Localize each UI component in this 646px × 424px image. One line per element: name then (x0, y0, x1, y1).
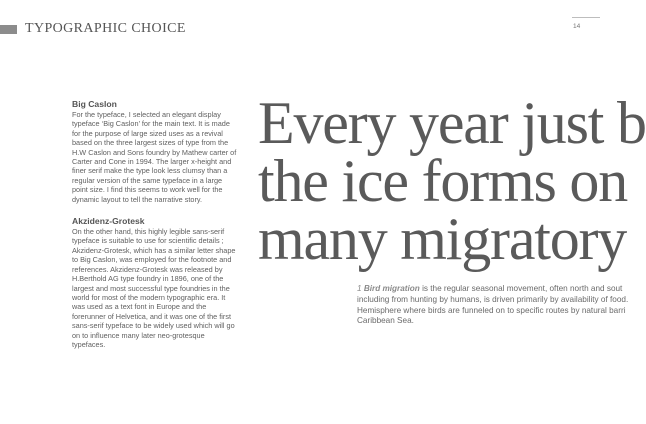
footnote-number: 1 (357, 284, 362, 293)
section-body: For the typeface, I selected an elegant display typeface ‘Big Caslon’ for the main text. It is made for the purpose of large sized uses as a revival based on the three largest sizes of type from the H.W Caslon and Sons foundry by Mathew carter of Carter and Cone in 1994. The larger x-height and finer serif make the type look less clumsy than a regular version of the same typeface in a large point size. I find this seems to work well for the dynamic layout to tell the narrative story. (72, 110, 237, 204)
footnote-line (357, 284, 623, 295)
footnote-term: Bird migration (363, 284, 420, 293)
section-body: On the other hand, this highly legible sans-serif typeface is suitable to use for scientific details ; Akzidenz-Grotesk, which has a similar letter shape to Big Caslon, was employed for the footnote and references. Akzidenz-Grotesk was released by H.Berthold AG type foundry in 1896, one of the largest and most successful type foundries in the world for most of the modern typographic era. It was used as a text font in Europe and the forerunner of Helvetica, and it was one of the first sans-serif typeface to be widely used which will go on to influence many later neo-grotesque typefaces. (72, 227, 236, 349)
headline-line: the ice forms on (258, 148, 628, 214)
typeface-section-akzidenz-grotesk (72, 216, 238, 349)
header-accent-bar (0, 25, 17, 34)
typeface-section-big-caslon (72, 99, 238, 204)
section-title: Akzidenz-Grotesk (72, 216, 145, 227)
sidebar-notes (72, 99, 238, 349)
footnote-line: Hemisphere where birds are funneled on to specific routes by natural barri (357, 305, 626, 315)
headline-line: Every year just b (258, 90, 646, 156)
footnote-line: including from hunting by humans, is driven primarily by availability of food. (357, 294, 629, 304)
section-title: Big Caslon (72, 99, 117, 109)
footnote (357, 284, 629, 327)
page-number-rule (572, 17, 600, 18)
footnote-text: is the regular seasonal movement, often north and sout (419, 284, 623, 293)
page-title: TYPOGRAPHIC CHOICE (25, 21, 186, 36)
page-number: 14 (573, 23, 581, 30)
headline-line: many migratory (258, 206, 627, 272)
headline (258, 90, 646, 272)
footnote-line: Caribbean Sea. (357, 316, 414, 326)
